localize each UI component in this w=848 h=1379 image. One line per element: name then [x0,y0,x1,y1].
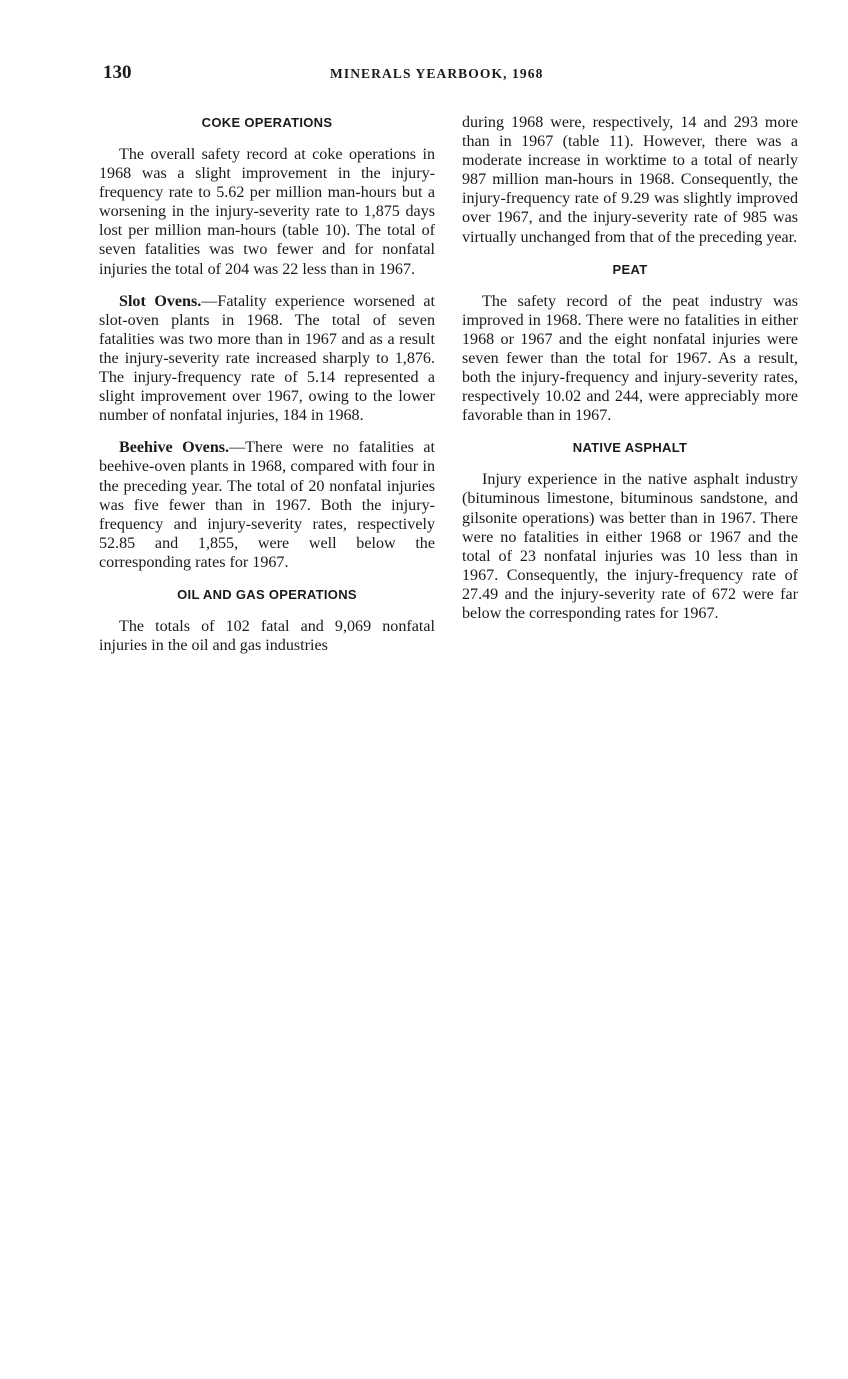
running-title: MINERALS YEARBOOK, 1968 [330,66,544,81]
page-number: 130 [103,62,132,83]
beehive-ovens-runin-heading: Beehive Ovens. [119,439,230,457]
left-column [99,113,435,655]
right-column [462,113,798,623]
beehive-ovens-paragraph [99,438,435,572]
peat-heading: PEAT [612,261,648,277]
native-asphalt-heading: NATIVE ASPHALT [572,440,688,456]
native-asphalt-paragraph: Injury experience in the native asphalt industry (bituminous limestone, bituminous sandstone, and gilsonite operations) was better than in 1967. There were no fatalities in either 1968 or 1967 and the total of 23 nonfatal injuries was 10 less than in 1967. Consequently, the injury-frequency rate of 27.49 and the injury-severity rate of 672 were far below the corresponding rates for 1967. [462,471,798,622]
coke-operations-heading: COKE OPERATIONS [201,115,333,130]
beehive-ovens-text: —There were no fatalities at beehive-oven plants in 1968, compared with four in the preceding year. The total of 20 nonfatal injuries was five fewer than in 1967. Both the injury-frequency and injury-severity rates, respectively 52.85 and 1,855, were well below the corresponding rates for 1967. [99,439,435,571]
slot-ovens-text: —Fatality experience worsened at slot-oven plants in 1968. The total of seven fatalities was two more than in 1967 and as a result the injury-severity rate increased sharply to 1,876. The injury-frequency rate of 5.14 represented a slight improvement over 1967, owing to the lower number of nonfatal injuries, 184 in 1968. [99,292,435,425]
oil-gas-paragraph: The totals of 102 fatal and 9,069 nonfatal injuries in the oil and gas industries [99,617,435,655]
peat-paragraph: The safety record of the peat industry was improved in 1968. There were no fatalities in either 1968 or 1967 and the eight nonfatal injuries were seven fewer than the total for 1967. As a result, both the injury-frequency and injury-severity rates, respectively 10.02 and 244, were appreciably more favorable than in 1967. [462,292,798,425]
oil-gas-paragraph-continued: during 1968 were, respectively, 14 and 293 more than in 1967 (table 11). However, there was a moderate increase in worktime to a total of nearly 987 million man-hours in 1968. Consequently, the injury-frequency rate of 9.29 was slightly improved over 1967, and the injury-severity rate of 985 was virtually unchanged from that of the preceding year. [462,114,798,246]
coke-operations-paragraph: The overall safety record at coke operations in 1968 was a slight improvement in the injury-frequency rate to 5.62 per million man-hours but a worsening in the injury-severity rate to 1,875 days lost per million man-hours (table 10). The total of seven fatalities was two fewer and for nonfatal injuries the total of 204 was 22 less than in 1967. [99,146,435,278]
slot-ovens-paragraph [99,292,435,426]
oil-gas-operations-heading: OIL AND GAS OPERATIONS [177,586,357,602]
slot-ovens-runin-heading: Slot Ovens. [119,292,202,310]
